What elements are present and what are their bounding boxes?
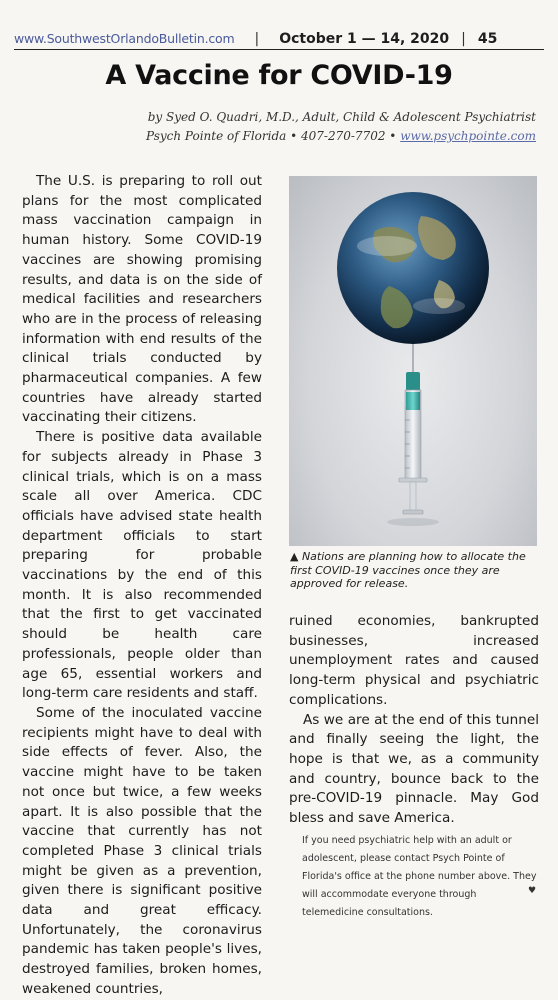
byline-author: by Syed O. Quadri, M.D., Adult, Child & Adolescent Psychiatrist — [147, 110, 536, 124]
paragraph: The U.S. is preparing to roll out plans for the most complicated mass vaccination campaign in human history. Some COVID-19 vaccines are showing promising results, and data is on the side of medical facilities and researchers who are in the process of releasing information with end results of the clinical trials conducted by pharmaceutical companies. A few countries have already started vaccinating their citizens. — [22, 173, 262, 426]
article-title: A Vaccine for COVID-19 — [105, 60, 453, 91]
article-photo — [289, 176, 537, 546]
header-separator-2: | — [461, 30, 466, 47]
paragraph: Some of the inoculated vaccine recipients might have to deal with side effects of fever. Also, the vaccine might have to be taken not once but twice, a few weeks apart. It is also possible that the vaccine that currently has not completed Phase 3 clinical trials might be given as a prevention, given there is significant positive data and great efficacy. Unfortunately, the coronavirus pandemic has taken people's lives, destroyed families, broken homes, weakened countries, — [22, 704, 262, 997]
article-column-right — [289, 612, 539, 829]
paragraph: ruined economies, bankrupted businesses, increased unemployment rates and caused long-term physical and psychiatric complications. — [289, 613, 539, 708]
photo-caption: ▲ Nations are planning how to allocate the first COVID-19 vaccines once they are approved for release. — [290, 550, 526, 590]
earth-syringe-illustration — [289, 176, 537, 546]
issue-date: October 1 — 14, 2020 — [279, 30, 450, 47]
article-column-left — [22, 172, 262, 1000]
paragraph: As we are at the end of this tunnel and finally seeing the light, the hope is that we, as a community and country, bounce back to the pre-COVID-19 pinnacle. May God bless and save America. — [289, 711, 539, 827]
page-header — [14, 28, 544, 50]
header-separator: | — [254, 30, 260, 47]
byline — [146, 108, 536, 146]
footer-note: If you need psychiatric help with an adult or adolescent, please contact Psych Pointe of Florida's office at the phone number above. They will accommodate everyone through telemedicine consultations. — [302, 835, 537, 918]
page-number: 45 — [477, 30, 498, 47]
end-mark: ♥ — [528, 886, 537, 896]
byline-contact — [146, 127, 536, 146]
website-url[interactable]: www.SouthwestOrlandoBulletin.com — [14, 31, 235, 46]
byline-practice: Psych Pointe of Florida • 407-270-7702 • — [145, 129, 397, 143]
earth-globe — [337, 192, 489, 344]
paragraph: There is positive data available for subjects already in Phase 3 clinical trials, which is on a mass scale all over America. CDC officials have advised state health department officials to start preparing for probable vaccinations by the end of this month. It is also recommended that the first to get vaccinated should be health care professionals, people older than age 65, essential workers and long-term care residents and staff. — [22, 429, 262, 702]
byline-website-link[interactable]: www.psychpointe.com — [400, 129, 536, 143]
